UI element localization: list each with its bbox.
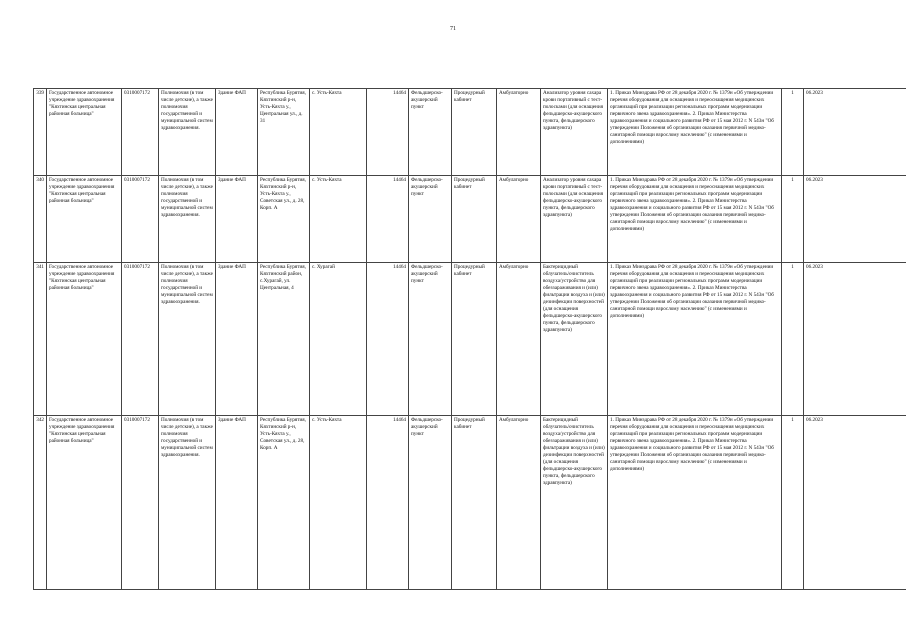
cell-equipment: Бактерицидный облучатель/очиститель воздуха/устройство для обеззараживания и (или) фильтрации воздуха и (или) дезинфекции поверхностей (для оснащения фельдшерско-акушерского пункта, фельдшерского здравпункта) xyxy=(541,263,608,416)
cell-number: 342 xyxy=(34,416,47,590)
equipment-registry-table xyxy=(33,88,906,590)
cell-number: 340 xyxy=(34,176,47,263)
cell-equipment: Анализатор уровня сахара крови портативный с тест-полосками (для оснащения фельдшерско-акушерского пункта, фельдшерского здравпункта) xyxy=(541,89,608,176)
table-row xyxy=(34,89,906,176)
cell-address: Республика Бурятия, Кяхтинский район, с.Хурагай, ул. Центральная, 4 xyxy=(258,263,310,416)
cell-code: 14464 xyxy=(367,89,409,176)
cell-quantity: 1 xyxy=(782,89,804,176)
cell-powers: Полномочия (в том числе детские), а также полномочия государственной и муниципальной систем здравоохранения. xyxy=(159,416,216,590)
cell-code: 14464 xyxy=(367,416,409,590)
cell-equipment: Анализатор уровня сахара крови портативный с тест-полосками (для оснащения фельдшерско-акушерского пункта, фельдшерского здравпункта) xyxy=(541,176,608,263)
cell-room: Процедурный кабинет xyxy=(452,416,497,590)
cell-quantity: 1 xyxy=(782,263,804,416)
cell-building: Здание ФАП xyxy=(216,263,258,416)
cell-organization: Государственное автономное учреждение здравоохранения "Кяхтинская центральная районная больница" xyxy=(47,176,122,263)
cell-unit: Фельдшерско-акушерский пункт xyxy=(409,89,452,176)
cell-date: 06.2023 xyxy=(804,176,906,263)
cell-address: Республика Бурятия, Кяхтинский р-н, Усть-Кяхта у., Центральная ул., д. 31 xyxy=(258,89,310,176)
cell-organization: Государственное автономное учреждение здравоохранения "Кяхтинская центральная районная больница" xyxy=(47,89,122,176)
cell-address: Республика Бурятия, Кяхтинский р-н, Усть-Кяхта у., Советская ул., д. 28, Корп. А xyxy=(258,416,310,590)
cell-building: Здание ФАП xyxy=(216,176,258,263)
cell-quantity: 1 xyxy=(782,416,804,590)
cell-settlement: с. Усть-Кяхта xyxy=(310,176,367,263)
cell-building: Здание ФАП xyxy=(216,416,258,590)
cell-unit: Фельдшерско-акушерский пункт xyxy=(409,263,452,416)
cell-room: Процедурный кабинет xyxy=(452,176,497,263)
cell-care-type: Амбулаторно xyxy=(497,89,541,176)
cell-unit: Фельдшерско-акушерский пункт xyxy=(409,176,452,263)
cell-settlement: с. Хурагай xyxy=(310,263,367,416)
cell-organization: Государственное автономное учреждение здравоохранения "Кяхтинская центральная районная больница" xyxy=(47,416,122,590)
cell-powers: Полномочия (в том числе детские), а также полномочия государственной и муниципальной систем здравоохранения. xyxy=(159,176,216,263)
cell-equipment: Бактерицидный облучатель/очиститель воздуха/устройство для обеззараживания и (или) фильтрации воздуха и (или) дезинфекции поверхностей (для оснащения фельдшерско-акушерского пункта, фельдшерского здравпункта) xyxy=(541,416,608,590)
cell-date: 06.2023 xyxy=(804,416,906,590)
cell-care-type: Амбулаторно xyxy=(497,416,541,590)
cell-date: 06.2023 xyxy=(804,89,906,176)
cell-basis: 1. Приказ Минздрава РФ от 28 декабря 2020 г. № 1379н «Об утверждении перечня оборудования для оснащения и переоснащения медицинских организаций при реализации региональных программ модернизации первичного звена здравоохранения». 2. Приказ Министерства здравоохранения и социального развития РФ от 15 мая 2012 г. N 543н "Об утверждении Положения об организации оказания первичной медико-санитарной помощи взрослому населению" (с изменениями и дополнениями) xyxy=(608,176,782,263)
cell-basis: 1. Приказ Минздрава РФ от 28 декабря 2020 г. № 1379н «Об утверждении перечня оборудования для оснащения и переоснащения медицинских организаций при реализации региональных программ модернизации первичного звена здравоохранения». 2. Приказ Министерства здравоохранения и социального развития РФ от 15 мая 2012 г. N 543н "Об утверждении Положения об организации оказания первичной медико-санитарной помощи взрослому населению" (с изменениями и дополнениями) xyxy=(608,416,782,590)
cell-care-type: Амбулаторно xyxy=(497,176,541,263)
cell-number: 339 xyxy=(34,89,47,176)
cell-powers: Полномочия (в том числе детские), а также полномочия государственной и муниципальной систем здравоохранения. xyxy=(159,263,216,416)
cell-organization: Государственное автономное учреждение здравоохранения "Кяхтинская центральная районная больница" xyxy=(47,263,122,416)
cell-settlement: с. Усть-Кяхта xyxy=(310,89,367,176)
cell-basis: 1. Приказ Минздрава РФ от 28 декабря 2020 г. № 1379н «Об утверждении перечня оборудования для оснащения и переоснащения медицинских организаций при реализации региональных программ модернизации первичного звена здравоохранения». 2. Приказ Министерства здравоохранения и социального развития РФ от 15 мая 2012 г. N 543н "Об утверждении Положения об организации оказания первичной медико-санитарной помощи взрослому населению" (с изменениями и дополнениями) xyxy=(608,263,782,416)
cell-unit: Фельдшерско-акушерский пункт xyxy=(409,416,452,590)
cell-settlement: с. Усть-Кяхта xyxy=(310,416,367,590)
cell-powers: Полномочия (в том числе детские), а также полномочия государственной и муниципальной систем здравоохранения. xyxy=(159,89,216,176)
table-row xyxy=(34,176,906,263)
cell-address: Республика Бурятия, Кяхтинский р-н, Усть-Кяхта у., Советская ул., д. 28, Корп. А xyxy=(258,176,310,263)
cell-inn: 0310007172 xyxy=(122,89,159,176)
table-row xyxy=(34,263,906,416)
cell-basis: 1. Приказ Минздрава РФ от 28 декабря 2020 г. № 1379н «Об утверждении перечня оборудования для оснащения и переоснащения медицинских организаций при реализации региональных программ модернизации первичного звена здравоохранения». 2. Приказ Министерства здравоохранения и социального развития РФ от 15 мая 2012 г. N 543н "Об утверждении Положения об организации оказания первичной медико-санитарной помощи взрослому населению" (с изменениями и дополнениями) xyxy=(608,89,782,176)
cell-code: 14464 xyxy=(367,263,409,416)
cell-room: Процедурный кабинет xyxy=(452,89,497,176)
page-number: 71 xyxy=(450,26,456,32)
cell-date: 06.2023 xyxy=(804,263,906,416)
cell-building: Здание ФАП xyxy=(216,89,258,176)
cell-inn: 0310007172 xyxy=(122,416,159,590)
cell-inn: 0310007172 xyxy=(122,263,159,416)
cell-code: 14464 xyxy=(367,176,409,263)
cell-number: 341 xyxy=(34,263,47,416)
cell-care-type: Амбулаторно xyxy=(497,263,541,416)
cell-quantity: 1 xyxy=(782,176,804,263)
table-row xyxy=(34,416,906,590)
cell-inn: 0310007172 xyxy=(122,176,159,263)
cell-room: Процедурный кабинет xyxy=(452,263,497,416)
